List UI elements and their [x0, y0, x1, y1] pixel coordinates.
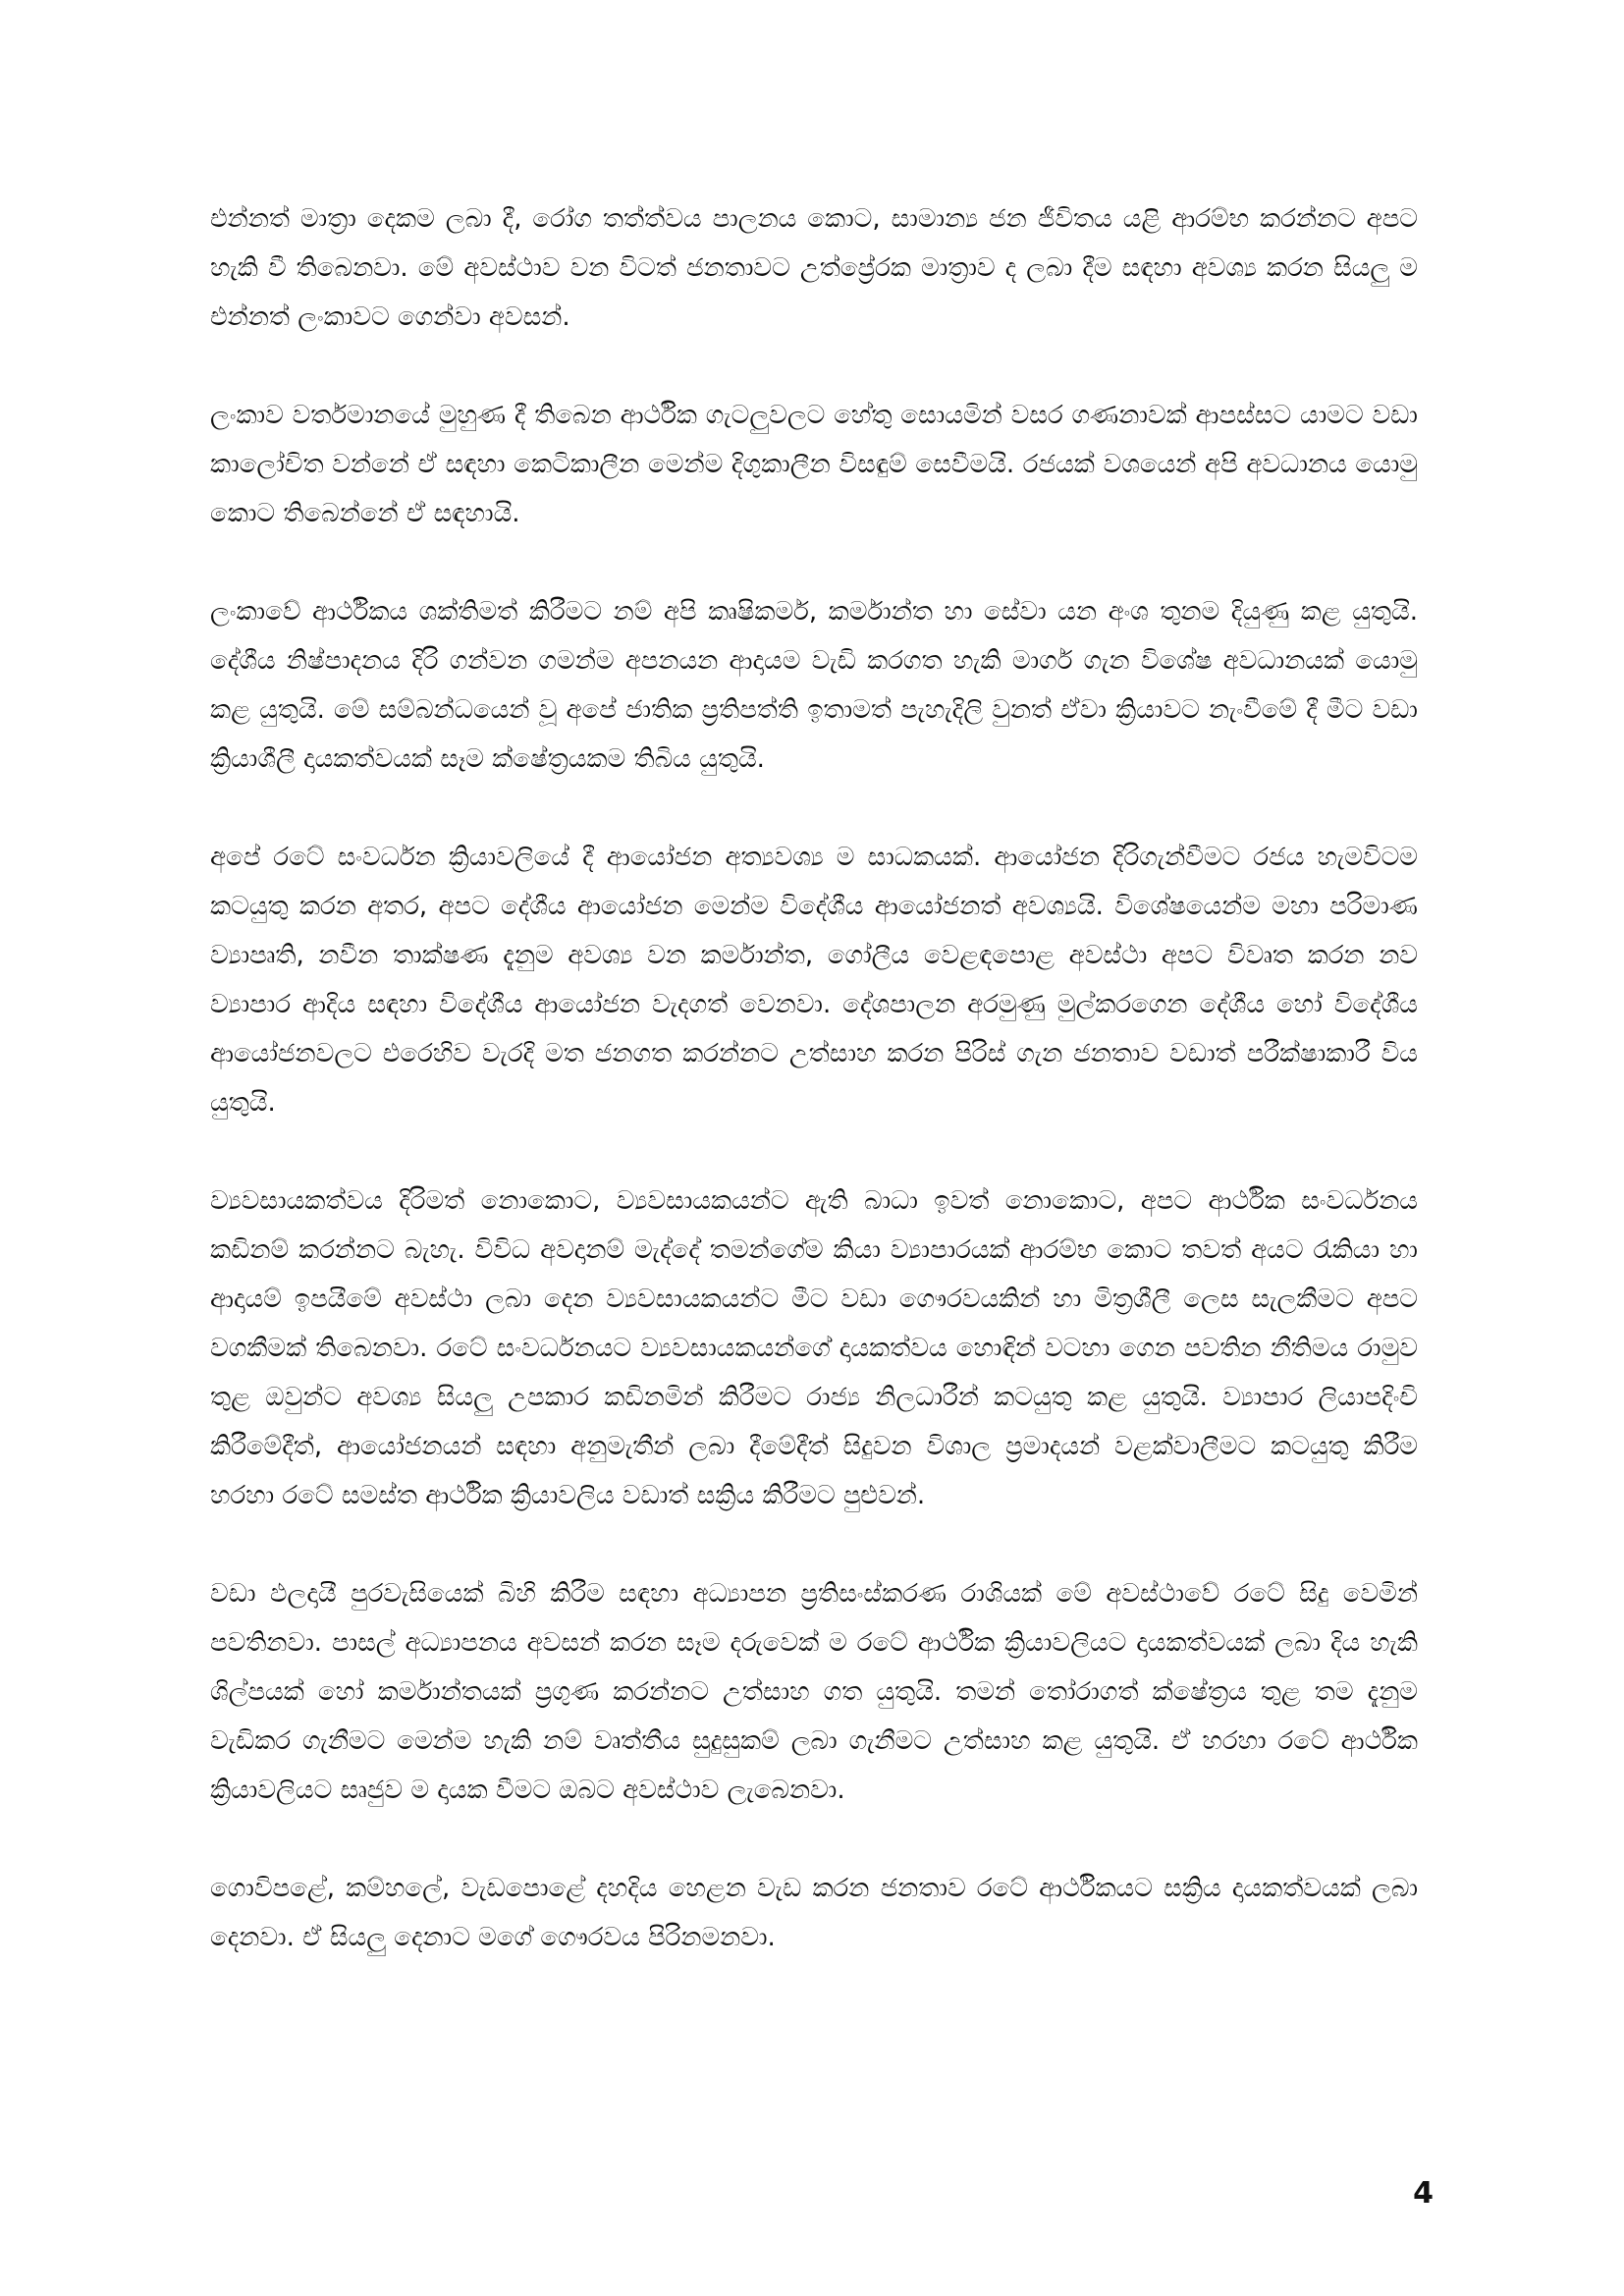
paragraph-5: ව්‍යවසායකත්වය දිරිමත් නොකොට, ව්‍යවසායකයන්ට ඇති බාධා ඉවත් නොකොට, අපට ආර්ථික සංවර්ධනය කඩිනම් කරන්නට බැහැ. විවිධ අවදානම් මැද්දේ තමන්ගේම කියා ව්‍යාපාරයක් ආරම්භ කොට තවත් අයට රැකියා හා ආදායම් ඉපයීමේ අවස්ථා ලබා දෙන ව්‍යවසායකයන්ට මීට වඩා ගෞරවයකින් හා මිත්‍රශීලී ලෙස සැලකීමට අපට වගකීමක් තිබෙනවා. රටේ සංවර්ධනයට ව්‍යවසායකයන්ගේ දායකත්වය හොඳින් වටහා ගෙන පවතින නීතිමය රාමුව තුළ ඔවුන්ට අවශ්‍ය සියලු උපකාර කඩිනමින් කිරීමට රාජ්‍ය නිලධාරීන් කටයුතු කළ යුතුයි. ව්‍යාපාර ලියාපදිංචි කිරීමේදීත්, ආයෝජනයන් සඳහා අනුමැතීන් ලබා දීමේදීත් සිදුවන විශාල ප්‍රමාදයන් වළක්වාලීමට කටයුතු කිරීම හරහා රටේ සමස්ත ආර්ථික ක්‍රියාවලිය වඩාත් සක්‍රිය කිරීමට පුළුවන්. — [210, 1186, 1418, 1510]
paragraph-1: එන්නත් මාත්‍රා දෙකම ලබා දී, රෝග තත්ත්වය පාලනය කොට, සාමාන්‍ය ජන ජීවිතය යළි ආරම්භ කරන්නට අපට හැකි වී තිබෙනවා. මේ අවස්ථාව වන විටත් ජනතාවට උත්ප්‍රේරක මාත්‍රාව ද ලබා දීම සඳහා අවශ්‍ය කරන සියලු ම එන්නත් ලංකාවට ගෙන්වා අවසන්. — [210, 204, 1418, 332]
paragraph-7: ගොවිපළේ, කම්හලේ, වැඩපොළේ දහදිය හෙළන වැඩ කරන ජනතාව රටේ ආර්ථිකයට සක්‍රිය දායකත්වයක් ලබා දෙනවා. ඒ සියලු දෙනාට මගේ ගෞරවය පිරිනමනවා. — [210, 1874, 1418, 1952]
paragraph-6: වඩා ඵලදායී පුරවැසියෙක් බිහි කිරීම සඳහා අධ්‍යාපන ප්‍රතිසංස්කරණ රාශියක් මේ අවස්ථාවේ රටේ සිදු වෙමින් පවතිනවා. පාසල් අධ්‍යාපනය අවසන් කරන සෑම දරුවෙක් ම රටේ ආර්ථික ක්‍රියාවලියට දායකත්වයක් ලබා දිය හැකි ශිල්පයක් හෝ කර්මාන්තයක් ප්‍රගුණ කරන්නට උත්සාහ ගත යුතුයි. තමන් තෝරාගත් ක්ෂේත්‍රය තුළ තම දැනුම වැඩිකර ගැනීමට මෙන්ම හැකි නම් වෘත්තීය සුදුසුකම් ලබා ගැනීමට උත්සාහ කළ යුතුයි. ඒ හරහා රටේ ආර්ථික ක්‍රියාවලියට සෘජුව ම දායක වීමට ඔබට අවස්ථාව ලැබෙනවා. — [210, 1579, 1418, 1805]
paragraph-4: අපේ රටේ සංවර්ධන ක්‍රියාවලියේ දී ආයෝජන අත්‍යවශ්‍ය ම සාධකයක්. ආයෝජන දිරිගැන්වීමට රජය හැමවිටම කටයුතු කරන අතර, අපට දේශීය ආයෝජන මෙන්ම විදේශීය ආයෝජනත් අවශ්‍යයි. විශේෂයෙන්ම මහා පරිමාණ ව්‍යාපෘති, නවීන තාක්ෂණ දැනුම අවශ්‍ය වන කර්මාන්ත, ගෝලීය වෙළඳපොළ අවස්ථා අපට විවෘත කරන නව ව්‍යාපාර ආදිය සඳහා විදේශීය ආයෝජන වැදගත් වෙනවා. දේශපාලන අරමුණු මුල්කරගෙන දේශීය හෝ විදේශීය ආයෝජනවලට එරෙහිව වැරදි මත ජනගත කරන්නට උත්සාහ කරන පිරිස් ගැන ජනතාව වඩාත් පරීක්ෂාකාරී විය යුතුයි. — [210, 843, 1418, 1118]
document-body — [210, 194, 1418, 2011]
page-number: 4 — [1413, 2176, 1434, 2211]
paragraph-2: ලංකාව වර්තමානයේ මුහුණ දී තිබෙන ආර්ථික ගැටලුවලට හේතු සොයමින් වසර ගණනාවක් ආපස්සට යාමට වඩා කාලෝචිත වන්නේ ඒ සඳහා කෙටිකාලීන මෙන්ම දිගුකාලීන විසඳුම් සෙවීමයි. රජයක් වශයෙන් අපි අවධානය යොමු කොට තිබෙන්නේ ඒ සඳහායි. — [210, 401, 1418, 528]
paragraph-3: ලංකාවේ ආර්ථිකය ශක්තිමත් කිරීමට නම් අපි කෘෂිකර්ම, කර්මාන්ත හා සේවා යන අංශ තුනම දියුණු කළ යුතුයි. දේශීය නිෂ්පාදනය දිරි ගන්වන ගමන්ම අපනයන ආදායම වැඩි කරගත හැකි මාර්ග ගැන විශේෂ අවධානයක් යොමු කළ යුතුයි. මේ සම්බන්ධයෙන් වූ අපේ ජාතික ප්‍රතිපත්ති ඉතාමත් පැහැදිලි වුනත් ඒවා ක්‍රියාවට නැංවීමේ දී මීට වඩා ක්‍රියාශීලී දායකත්වයක් සෑම ක්ෂේත්‍රයකම තිබිය යුතුයි. — [210, 597, 1418, 774]
